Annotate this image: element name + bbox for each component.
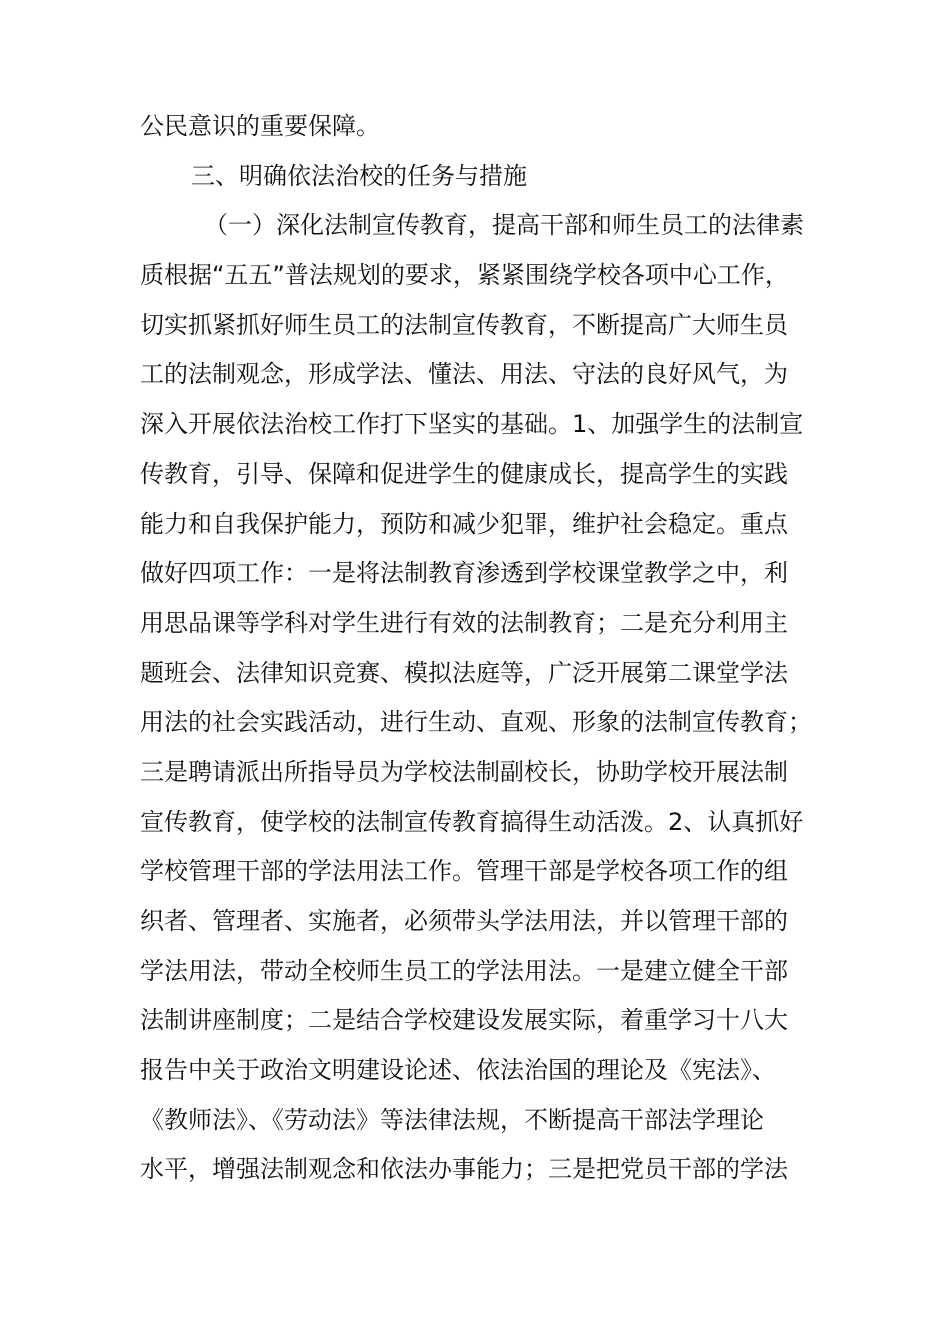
text-line: 工的法制观念，形成学法、懂法、用法、守法的良好风气，为 [140,360,788,389]
text-line: 织者、管理者、实施者，必须带头学法用法，并以管理干部的 [140,907,788,935]
body-text [140,102,820,1195]
text-line: 传教育，引导、保障和促进学生的健康成长，提高学生的实践 [140,459,788,488]
text-line: 学校管理干部的学法用法工作。管理干部是学校各项工作的组 [140,857,788,886]
text-line: 法制讲座制度；二是结合学校建设发展实际，着重学习十八大 [140,1006,788,1035]
text-line: 用思品课等学科对学生进行有效的法制教育；二是充分利用主 [140,608,788,637]
text-line: （一）深化法制宣传教育，提高干部和师生员工的法律素 [204,211,804,240]
text-line: 水平，增强法制观念和依法办事能力；三是把党员干部的学法 [140,1155,788,1184]
text-line: 学法用法，带动全校师生员工的学法用法。一是建立健全干部 [140,956,788,985]
text-line: 切实抓紧抓好师生员工的法制宣传教育，不断提高广大师生员 [140,310,788,339]
text-line: 用法的社会实践活动，进行生动、直观、形象的法制宣传教育； [140,708,812,737]
text-line: 报告中关于政治文明建设论述、依法治国的理论及《宪法》、 [140,1056,776,1085]
text-line: 质根据“五五”普法规划的要求，紧紧围绕学校各项中心工作， [140,261,789,290]
text-line: 能力和自我保护能力，预防和减少犯罪，维护社会稳定。重点 [140,509,788,538]
text-line: 三是聘请派出所指导员为学校法制副校长，协助学校开展法制 [140,757,788,786]
text-line: 深入开展依法治校工作打下坚实的基础。1、加强学生的法制宣 [140,410,804,439]
text-line: 公民意识的重要保障。 [140,112,380,140]
section-heading: 三、明确依法治校的任务与措施 [191,161,527,190]
text-line: 做好四项工作：一是将法制教育渗透到学校课堂教学之中，利 [140,559,788,588]
text-line: 题班会、法律知识竞赛、模拟法庭等，广泛开展第二课堂学法 [140,658,788,687]
text-line: 宣传教育，使学校的法制宣传教育搞得生动活泼。2、认真抓好 [140,807,804,836]
text-line: 《教师法》、《劳动法》等法律法规，不断提高干部法学理论 [140,1105,764,1134]
